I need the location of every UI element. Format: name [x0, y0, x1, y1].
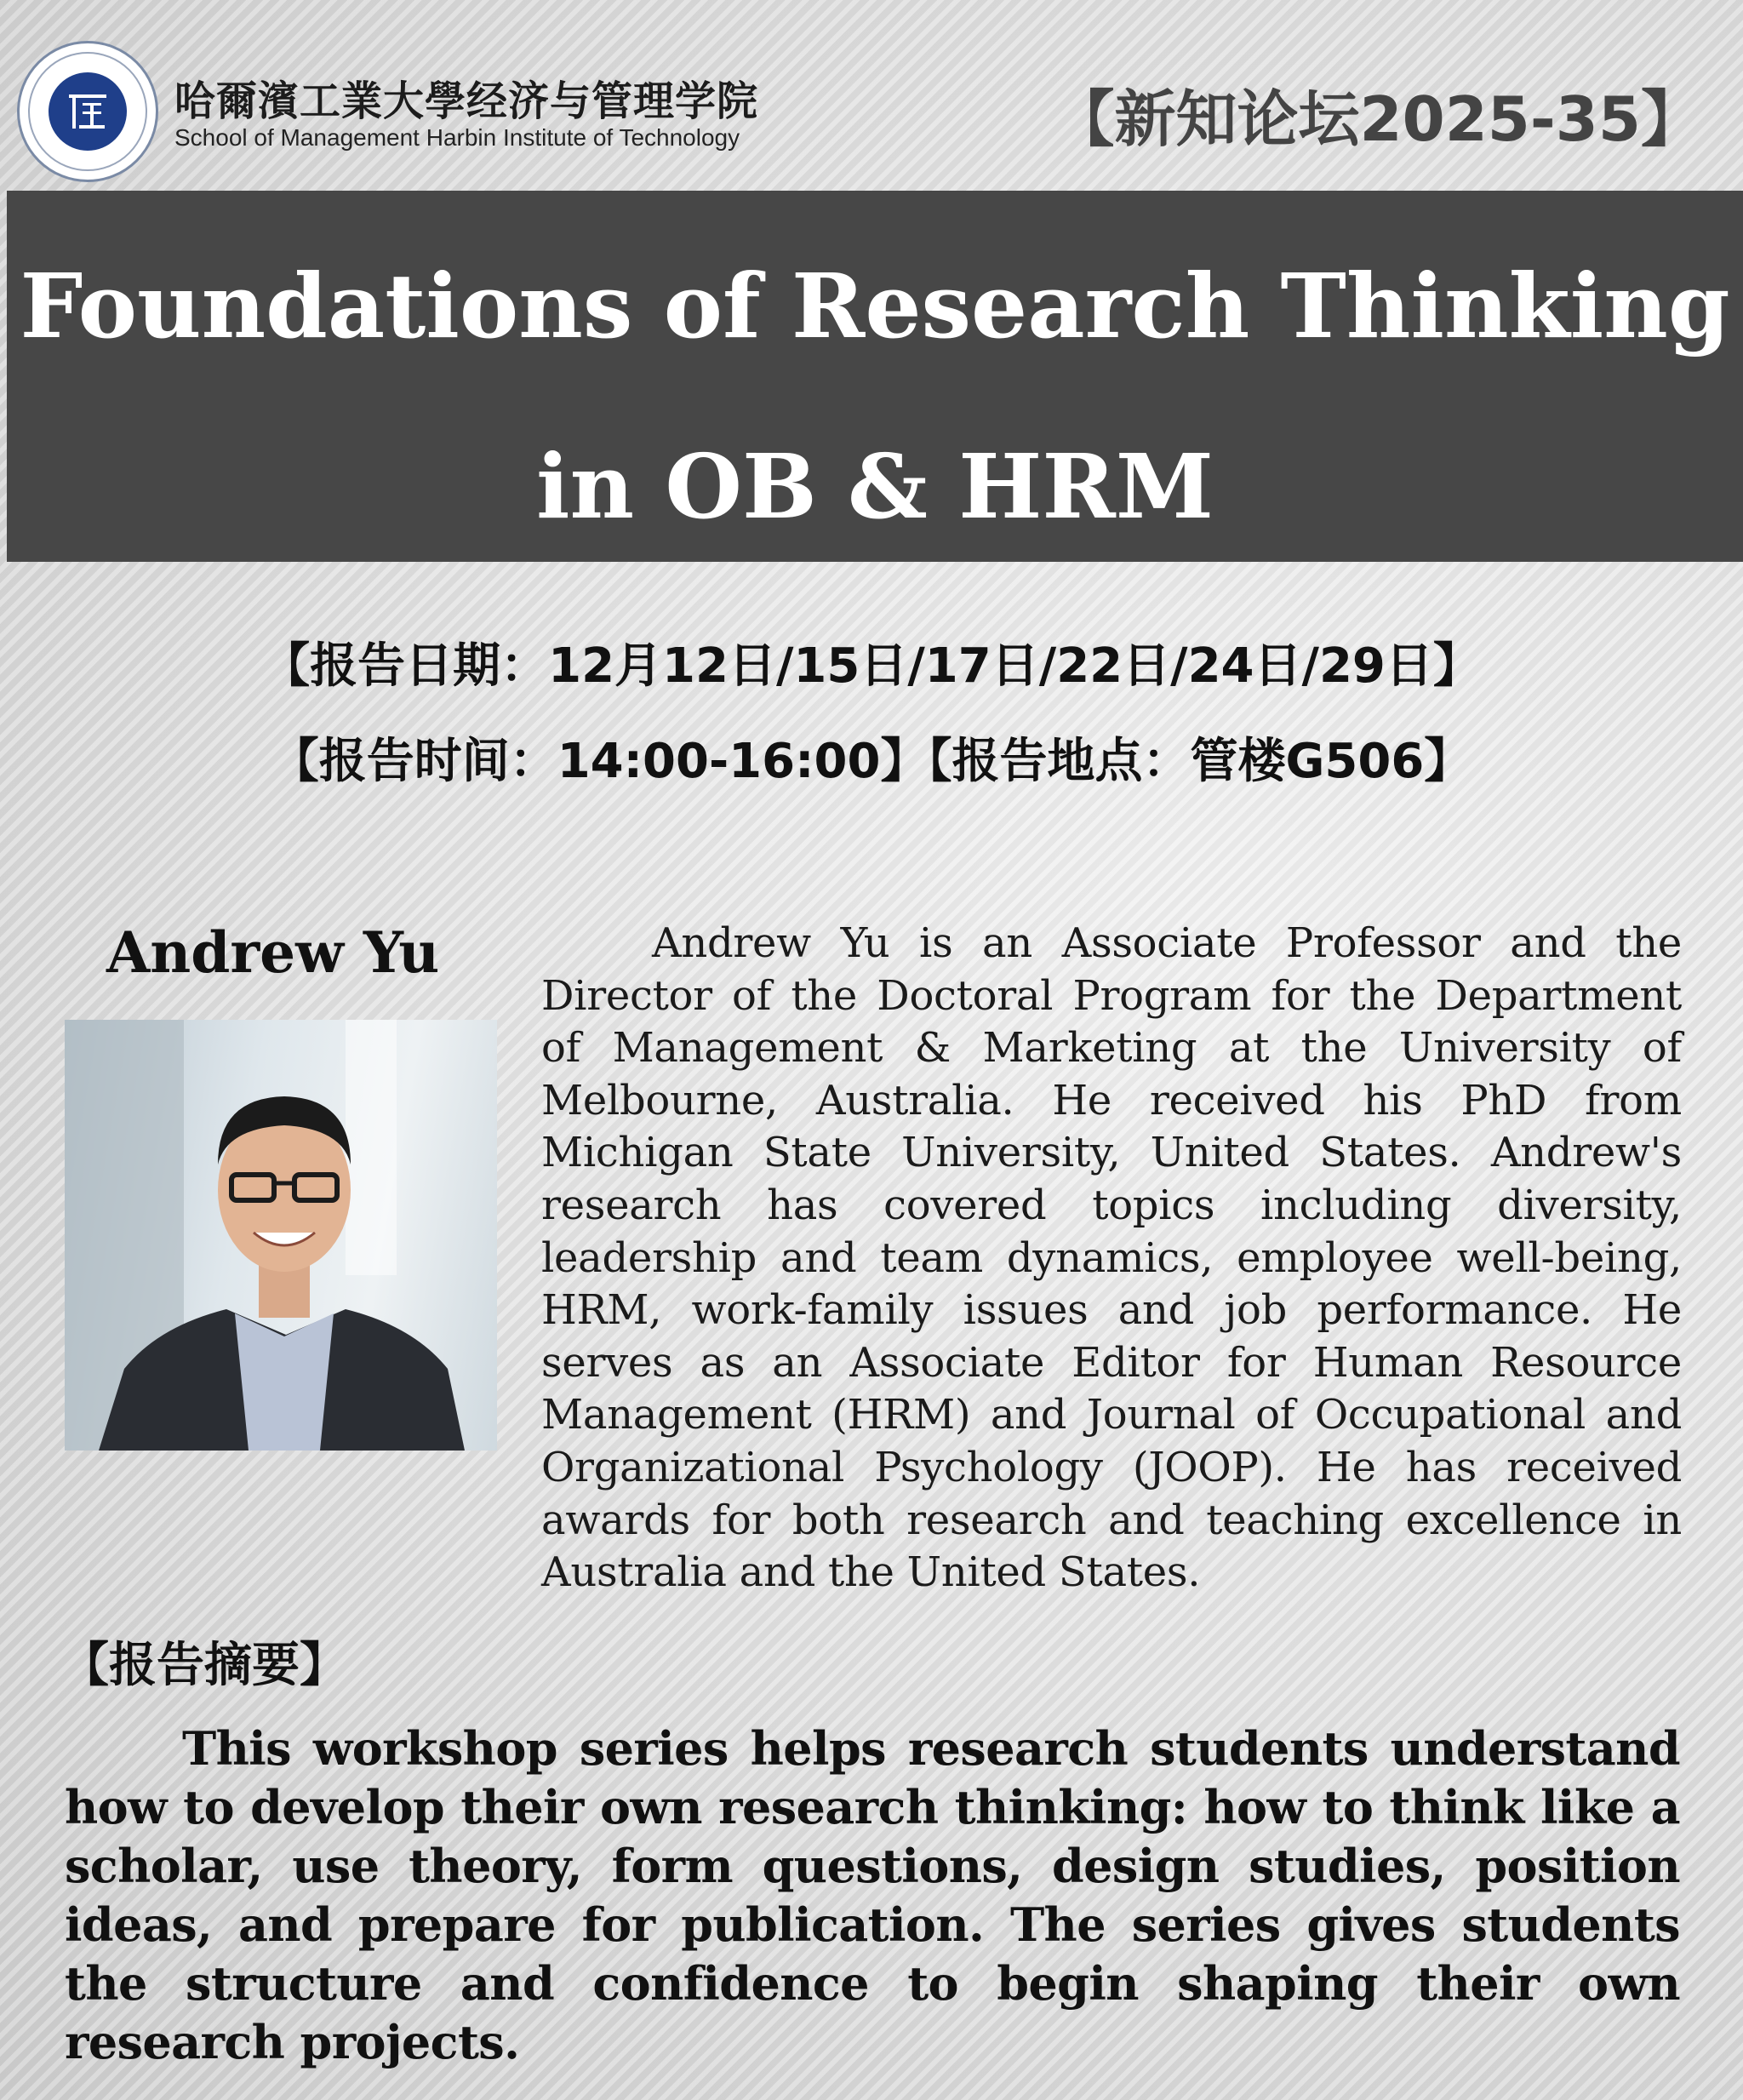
logo-english-name: School of Management Harbin Institute of Technology: [174, 124, 740, 151]
title-banner: [7, 191, 1743, 562]
abstract-heading: 【报告摘要】: [61, 1638, 347, 1693]
logo-center-icon: [49, 72, 127, 151]
speaker-photo: [65, 1020, 497, 1451]
report-dates: 【报告日期：12月12日/15日/17日/22日/24日/29日】: [262, 638, 1481, 694]
title-line-2: in OB & HRM: [536, 434, 1214, 539]
person-portrait-icon: [65, 1020, 497, 1451]
abstract-body: This workshop series helps research students understand how to develop their own research thinking: how to think like a scholar, use theory, form questions, design studies, position ideas, and prepare for publication. The series gives students the structure and confidence to begin shaping their own research projects.: [65, 1721, 1680, 2069]
school-logo-emblem: [17, 41, 158, 182]
logo-chinese-name: 哈爾濱工業大學经济与管理学院: [174, 77, 759, 125]
title-line-1: Foundations of Research Thinking: [20, 254, 1730, 358]
speaker-name: Andrew Yu: [106, 919, 440, 986]
speaker-bio: Andrew Yu is an Associate Professor and the Director of the Doctoral Program for the Department of Management & Marketing at the University of Melbourne, Australia. He received his PhD from Michigan State University, United States. Andrew's research has covered topics including diversity, leadership and team dynamics, employee well-being, HRM, work-family issues and job performance. He serves as an Associate Editor for Human Resource Management (HRM) and Journal of Occupational and Organizational Psychology (JOOP). He has received awards for both research and teaching excellence in Australia and the United States.: [541, 919, 1682, 1597]
report-time-location: 【报告时间：14:00-16:00】【报告地点：管楼G506】: [271, 734, 1472, 789]
forum-series-tag: 【新知论坛2025-35】: [1053, 83, 1702, 155]
building-character-icon: [62, 86, 113, 137]
